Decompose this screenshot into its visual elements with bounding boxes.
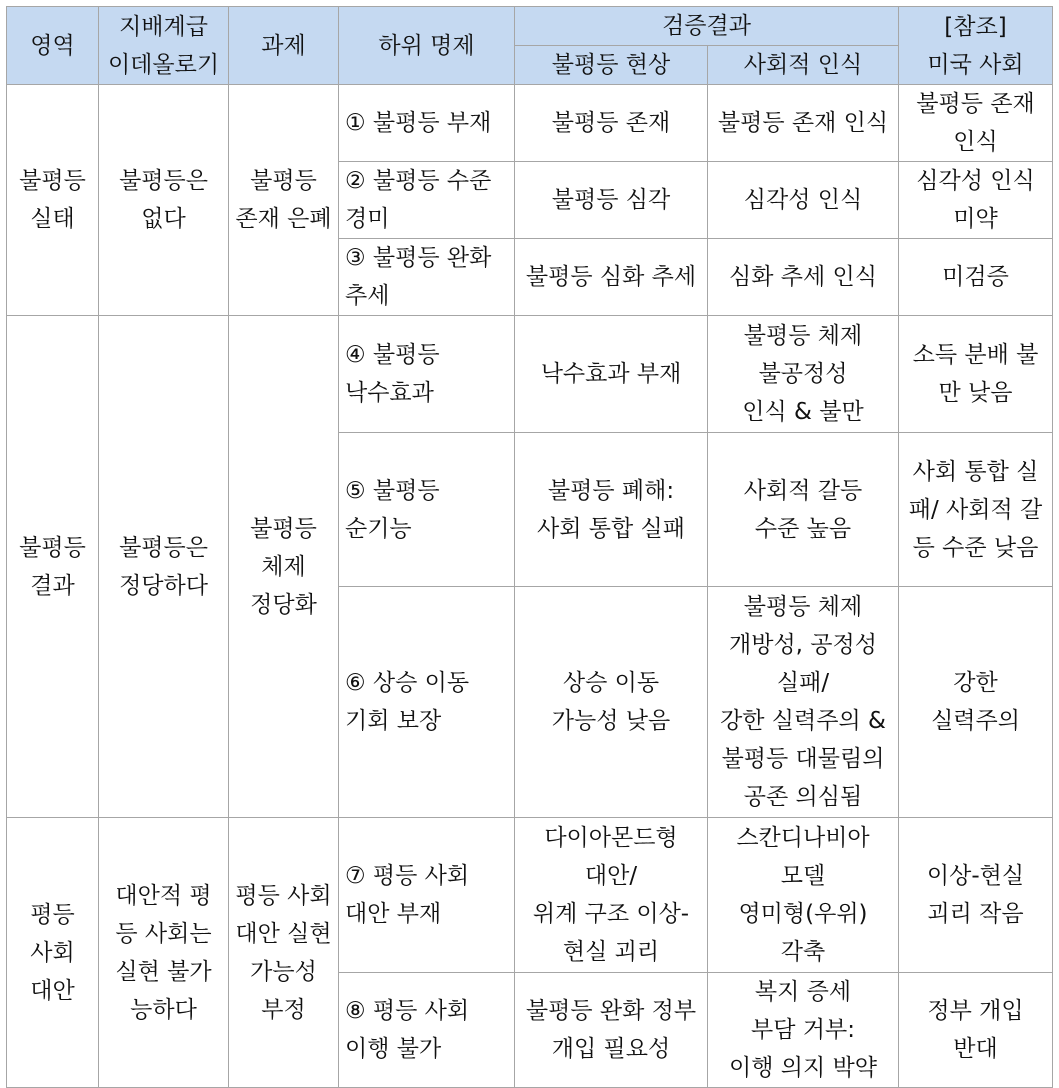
header-verification: 검증결과: [515, 7, 899, 46]
perception-cell: 심화 추세 인식: [708, 239, 899, 316]
phenomenon-cell: 불평등 폐해: 사회 통합 실패: [515, 433, 708, 587]
header-reference: [참조] 미국 사회: [899, 7, 1053, 85]
phenomenon-cell: 불평등 완화 정부 개입 필요성: [515, 973, 708, 1088]
reference-cell: 강한 실력주의: [899, 587, 1053, 818]
reference-cell: 사회 통합 실 패/ 사회적 갈 등 수준 낮음: [899, 433, 1053, 587]
proposition-cell: ⑥ 상승 이동 기회 보장: [339, 587, 515, 818]
header-phenomenon: 불평등 현상: [515, 46, 708, 85]
header-area: 영역: [7, 7, 99, 85]
perception-cell: 복지 증세 부담 거부: 이행 의지 박약: [708, 973, 899, 1088]
perception-cell: 불평등 체제 불공정성 인식 & 불만: [708, 316, 899, 433]
table-row: [7, 818, 1053, 973]
proposition-cell: ① 불평등 부재: [339, 85, 515, 162]
area-cell: 평등 사회 대안: [7, 818, 99, 1088]
header-ideology: 지배계급 이데올로기: [99, 7, 229, 85]
reference-cell: 불평등 존재 인식: [899, 85, 1053, 162]
ideology-cell: 불평등은 없다: [99, 85, 229, 316]
perception-cell: 사회적 갈등 수준 높음: [708, 433, 899, 587]
task-cell: 평등 사회 대안 실현 가능성 부정: [229, 818, 339, 1088]
phenomenon-cell: 낙수효과 부재: [515, 316, 708, 433]
header-perception: 사회적 인식: [708, 46, 899, 85]
proposition-cell: ⑧ 평등 사회 이행 불가: [339, 973, 515, 1088]
phenomenon-cell: 상승 이동 가능성 낮음: [515, 587, 708, 818]
ideology-cell: 불평등은 정당하다: [99, 316, 229, 818]
task-cell: 불평등 체제 정당화: [229, 316, 339, 818]
header-proposition: 하위 명제: [339, 7, 515, 85]
perception-cell: 스칸디나비아 모델 영미형(우위) 각축: [708, 818, 899, 973]
reference-cell: 심각성 인식 미약: [899, 162, 1053, 239]
reference-cell: 정부 개입 반대: [899, 973, 1053, 1088]
phenomenon-cell: 불평등 존재: [515, 85, 708, 162]
area-cell: 불평등 실태: [7, 85, 99, 316]
reference-cell: 이상-현실 괴리 작음: [899, 818, 1053, 973]
phenomenon-cell: 다이아몬드형 대안/ 위계 구조 이상- 현실 괴리: [515, 818, 708, 973]
perception-cell: 불평등 체제 개방성, 공정성 실패/ 강한 실력주의 & 불평등 대물림의 공존 의심됨: [708, 587, 899, 818]
proposition-cell: ⑦ 평등 사회 대안 부재: [339, 818, 515, 973]
reference-cell: 미검증: [899, 239, 1053, 316]
proposition-cell: ④ 불평등 낙수효과: [339, 316, 515, 433]
table-row: [7, 316, 1053, 433]
perception-cell: 심각성 인식: [708, 162, 899, 239]
inequality-ideology-table: [6, 6, 1053, 1088]
reference-cell: 소득 분배 불 만 낮음: [899, 316, 1053, 433]
area-cell: 불평등 결과: [7, 316, 99, 818]
phenomenon-cell: 불평등 심화 추세: [515, 239, 708, 316]
phenomenon-cell: 불평등 심각: [515, 162, 708, 239]
proposition-cell: ② 불평등 수준 경미: [339, 162, 515, 239]
perception-cell: 불평등 존재 인식: [708, 85, 899, 162]
task-cell: 불평등 존재 은폐: [229, 85, 339, 316]
proposition-cell: ⑤ 불평등 순기능: [339, 433, 515, 587]
proposition-cell: ③ 불평등 완화 추세: [339, 239, 515, 316]
ideology-cell: 대안적 평 등 사회는 실현 불가 능하다: [99, 818, 229, 1088]
header-task: 과제: [229, 7, 339, 85]
table-row: [7, 85, 1053, 162]
